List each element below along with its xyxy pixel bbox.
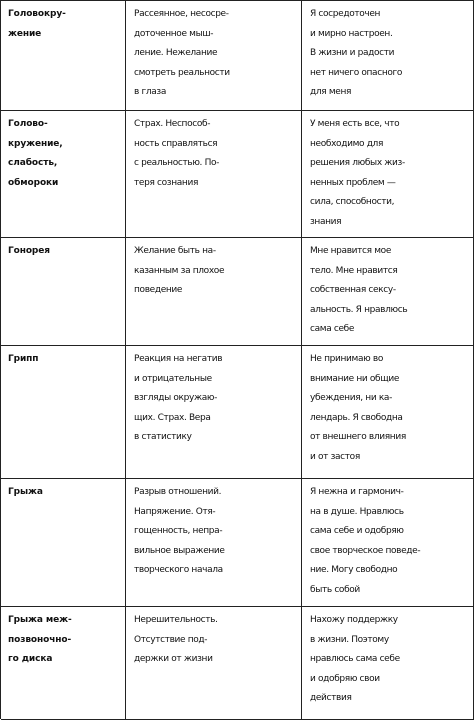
- term-line: слабость,: [8, 158, 58, 168]
- table-row: [1, 238, 474, 346]
- table-row: [1, 1, 474, 111]
- term-line: го диска: [8, 654, 53, 664]
- cause-cell: [126, 479, 302, 606]
- table-row: [1, 346, 474, 479]
- affirmation-line: нравлюсь сама себе: [310, 654, 400, 664]
- cause-line: Напряжение. Отя-: [134, 506, 216, 517]
- term-line: Голово-: [8, 119, 48, 129]
- cause-line: Реакция на негатив: [134, 354, 223, 364]
- cause-line: казанным за плохое: [134, 265, 225, 276]
- affirmation-line: и одобряю свои: [310, 673, 380, 684]
- affirmation-line: В жизни и радости: [310, 48, 395, 58]
- cause-line: Отсутствие под-: [134, 634, 208, 645]
- affirmation-line: Я сосредоточен: [310, 9, 381, 19]
- affirmation-cell: [302, 607, 474, 719]
- cause-line: вильное выражение: [134, 545, 225, 556]
- cause-line: Страх. Неспособ-: [134, 119, 211, 129]
- affirmation-line: сама себе: [310, 324, 355, 334]
- affirmation-line: У меня есть все, что: [310, 119, 400, 129]
- term-line: Головокру-: [8, 9, 66, 19]
- affirmation-line: тело. Мне нравится: [310, 265, 398, 276]
- affirmation-line: ненных проблем —: [310, 177, 396, 188]
- cause-cell: [126, 238, 302, 345]
- cause-cell: [126, 346, 302, 478]
- cause-line: смотреть реальности: [134, 67, 230, 78]
- term-line: жение: [8, 28, 42, 39]
- affirmation-line: сама себе и одобряю: [310, 526, 404, 536]
- affirmation-line: необходимо для: [310, 138, 384, 149]
- term-cell: [1, 479, 126, 606]
- cause-line: Нерешительность.: [134, 615, 218, 625]
- affirmation-line: Я нежна и гармонич-: [310, 487, 404, 497]
- affirmation-line: от внешнего влияния: [310, 432, 406, 442]
- term-line: обмороки: [8, 177, 59, 188]
- table-row: [1, 479, 474, 607]
- affirmation-line: на в душе. Нравлюсь: [310, 506, 404, 517]
- term-line: Грыжа меж-: [8, 615, 72, 625]
- cause-line: с реальностью. По-: [134, 158, 220, 168]
- cause-line: щих. Страх. Вера: [134, 412, 211, 423]
- cause-line: и отрицательные: [134, 373, 212, 384]
- cause-cell: [126, 111, 302, 237]
- affirmation-line: внимание ни общие: [310, 373, 400, 384]
- cause-cell: [126, 607, 302, 719]
- affirmation-line: собственная сексу-: [310, 285, 396, 295]
- term-cell: [1, 111, 126, 237]
- cause-line: в статистику: [134, 432, 192, 442]
- table-row: [1, 607, 474, 720]
- term-cell: [1, 1, 126, 110]
- cause-line: взгляды окружаю-: [134, 393, 218, 403]
- affirmation-line: лендарь. Я свободна: [310, 412, 403, 423]
- cause-line: Рассеянное, несосре-: [134, 9, 229, 19]
- affirmation-line: Не принимаю во: [310, 354, 383, 364]
- affirmation-line: для меня: [310, 87, 352, 97]
- table-row: [1, 111, 474, 238]
- term-cell: [1, 607, 126, 719]
- term-line: Грыжа: [8, 487, 43, 497]
- affirmation-line: действия: [310, 693, 352, 703]
- cause-line: теря сознания: [134, 177, 199, 188]
- affirmation-line: убеждения, ни ка-: [310, 393, 392, 403]
- affirmation-line: быть собой: [310, 584, 360, 595]
- affirmation-cell: [302, 479, 474, 606]
- affirmation-line: Нахожу поддержку: [310, 615, 398, 625]
- affirmation-cell: [302, 238, 474, 345]
- affirmation-cell: [302, 111, 474, 237]
- cause-cell: [126, 1, 302, 110]
- term-line: позвоночно-: [8, 634, 72, 645]
- affirmation-line: ние. Могу свободно: [310, 565, 398, 575]
- cause-line: Разрыв отношений.: [134, 487, 222, 497]
- affirmation-line: решения любых жиз-: [310, 158, 405, 168]
- affirmation-line: в жизни. Поэтому: [310, 634, 389, 645]
- cause-line: поведение: [134, 285, 183, 295]
- affirmation-line: Мне нравится мое: [310, 246, 392, 256]
- affirmation-line: знания: [310, 216, 342, 227]
- term-line: Гонорея: [8, 246, 50, 256]
- term-line: Грипп: [8, 354, 39, 364]
- cause-line: доточенное мыш-: [134, 28, 214, 39]
- cause-line: Желание быть на-: [134, 246, 216, 256]
- affirmation-line: нет ничего опасного: [310, 67, 403, 78]
- affirmation-line: сила, способности,: [310, 197, 395, 207]
- affirmation-cell: [302, 1, 474, 110]
- cause-line: в глаза: [134, 87, 167, 97]
- cause-line: гощенность, непра-: [134, 526, 223, 536]
- cause-line: ность справляться: [134, 138, 218, 149]
- cause-line: держки от жизни: [134, 654, 213, 664]
- cause-line: ление. Нежелание: [134, 48, 218, 58]
- affirmation-cell: [302, 346, 474, 478]
- term-line: кружение,: [8, 138, 63, 149]
- affirmation-line: альность. Я нравлюсь: [310, 304, 408, 315]
- affirmation-line: и мирно настроен.: [310, 28, 393, 39]
- term-cell: [1, 346, 126, 478]
- term-cell: [1, 238, 126, 345]
- cause-line: творческого начала: [134, 565, 223, 575]
- affirmation-line: и от застоя: [310, 451, 360, 462]
- affirmation-line: свое творческое поведе-: [310, 545, 421, 556]
